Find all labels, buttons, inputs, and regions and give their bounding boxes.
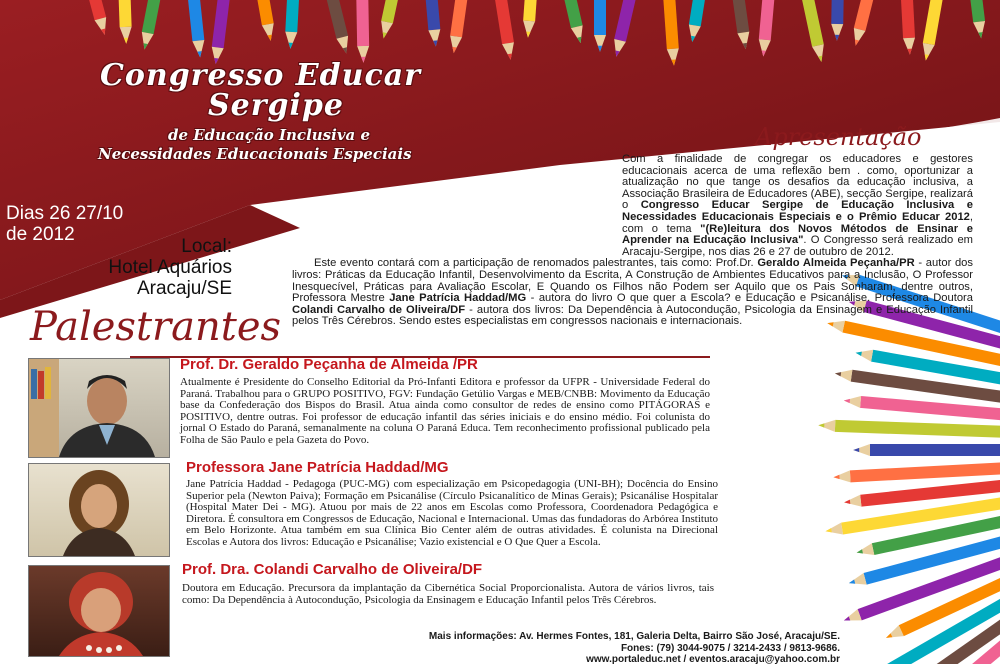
apresentacao-heading: Apresentação [755, 123, 922, 151]
local-label: Local: [181, 236, 232, 257]
event-location [0, 236, 232, 299]
speaker-photo-colandi [28, 565, 170, 657]
subtitle-line-1: de Educação Inclusiva e [168, 126, 371, 144]
dates-line-2: de 2012 [6, 224, 75, 245]
person-colandi-icon [29, 566, 169, 656]
footer-contact [200, 631, 840, 664]
title-line-1: Congresso Educar [100, 58, 421, 93]
speaker-bio-colandi: Doutora em Educação. Precursora da implantação da Cibernética Social Proporcionalista. Autora de vários livros, tais como: Da Dependência à Autocondução, Psicologia da Ensinagem e Educação Infantil pelos Três Cérebros. [182, 582, 714, 606]
speaker-bio-geraldo: Atualmente é Presidente do Conselho Editorial da Pró-Infanti Editora e professor da UFPR - Universidade Federal do Paraná. Trabalhou para o GRUPO POSITIVO, FGV: Fundação Getúlio Vargas e MEB/CNBB: Movimento da Educação base da Confederação dos Bispos do Brasil. Atua ainda como consultor de redes de ensino como PITÁGORAS e POSITIVO, dentre outras. Foi professor de educação infantil das séries iniciais e do ensino médio. Foi colunista do jornal O Estado do Paraná, semanalmente na coluna O Paraná Educa. Tem reconhecimento profissional publicado pela Folha de São Paulo e pela Gazeta do Povo. [180, 376, 710, 446]
city-name: Aracaju/SE [136, 278, 232, 299]
apresentacao-text [292, 154, 973, 328]
speaker-photo-jane [28, 463, 170, 557]
footer-phones: Fones: (79) 3044-9075 / 3214-2433 / 9813-9686. [620, 642, 840, 654]
speaker-bio-jane: Jane Patrícia Haddad - Pedagoga (PUC-MG) com especialização em Psicopedagogia (UNI-BH); Docência do Ensino Superior pela (Newton Paiva); Formação em Psicanálise (Círculo Psicanalítico de Minas Gerais); Psicanálise Hospitalar (Hospital Mater Dei - MG). Atuou por mais de 22 anos em Escolas como Professora, Coordenadora Pedagógica e Diretora. É consultora em Congressos de Educação, Nacional e Internacional. Umas das fundadoras do Arbórea Instituto em Belo Horizonte. Atua também em sua Clínica Bio Center além de outras atividades. É colunista na Direcional Escolas e Autora dos livros: Educação e Psicanálise; Vazio existencial e O Que Quer a Escola. [186, 478, 718, 548]
colored-pencils-right [818, 270, 1000, 664]
venue-name: Hotel Aquários [108, 257, 232, 278]
subtitle-line-2: Necessidades Educacionais Especiais [98, 145, 412, 163]
palestrantes-heading: Palestrantes [30, 304, 282, 350]
person-jane-icon [29, 464, 169, 556]
footer-address: Mais informações: Av. Hermes Fontes, 181, Galeria Delta, Bairro São José, Aracaju/SE. [428, 631, 840, 642]
speaker-name-geraldo: Prof. Dr. Geraldo Peçanha de Almeida /PR [180, 356, 478, 373]
apresentacao-paragraph-1: Com a finalidade de congregar os educadores e gestores educacionais acerca de uma reflexão bem . como, oportunizar a atualização no que tange os desafios da educação inclusiva, a Associação Brasileira de Educadores (ABE), secção Sergipe, realizará o Congresso Educar Sergipe de Educação Inclusiva e Necessidades Educacionais Especiais e o Prêmio Educar 2012, com o tema "(Re)leitura dos Novos Métodos de Ensinar e Aprender na Educação Inclusiva". O Congresso será realizado em Aracaju-Sergipe, nos dias 26 e 27 de outubro de 2012. [622, 153, 973, 258]
person-geraldo-icon [29, 359, 169, 457]
speaker-name-jane: Professora Jane Patrícia Haddad/MG [186, 459, 449, 476]
speaker-photo-geraldo [28, 358, 170, 458]
footer-web-email: www.portaleduc.net / eventos.aracaju@yahoo.com.br [586, 654, 840, 664]
apresentacao-paragraph-2: Este evento contará com a participação de renomados palestrantes, tais como: Prof.Dr. Geraldo Almeida Peçanha/PR - autor dos livros: Práticas da Educação Infantil, Desenvolvimento da Escrita, A Construção de Ambientes Educativos para a Inclusão, O Professor Inesquecível, Práticas para Avaliação Escolar, E Quando os Filhos não Podem ser Aquilo que os Pais Sonharam, dentre outros, Professora Mestre Jane Patrícia Haddad/MG - autora do livro O que quer a Escola? e Educação e Psicanálise. Professora Doutora Colandi Carvalho de Oliveira/DF - autora dos livros: Da Dependência à Autocondução, Psicologia da Ensinagem e Educação Infantil pelos Três Cérebros. Sendo estes especialistas em congressos nacionais e internacionais. [292, 257, 974, 328]
speaker-name-colandi: Prof. Dra. Colandi Carvalho de Oliveira/DF [182, 561, 483, 578]
title-line-2: Sergipe [208, 88, 344, 123]
dates-line-1: Dias 26 27/10 [6, 203, 124, 224]
